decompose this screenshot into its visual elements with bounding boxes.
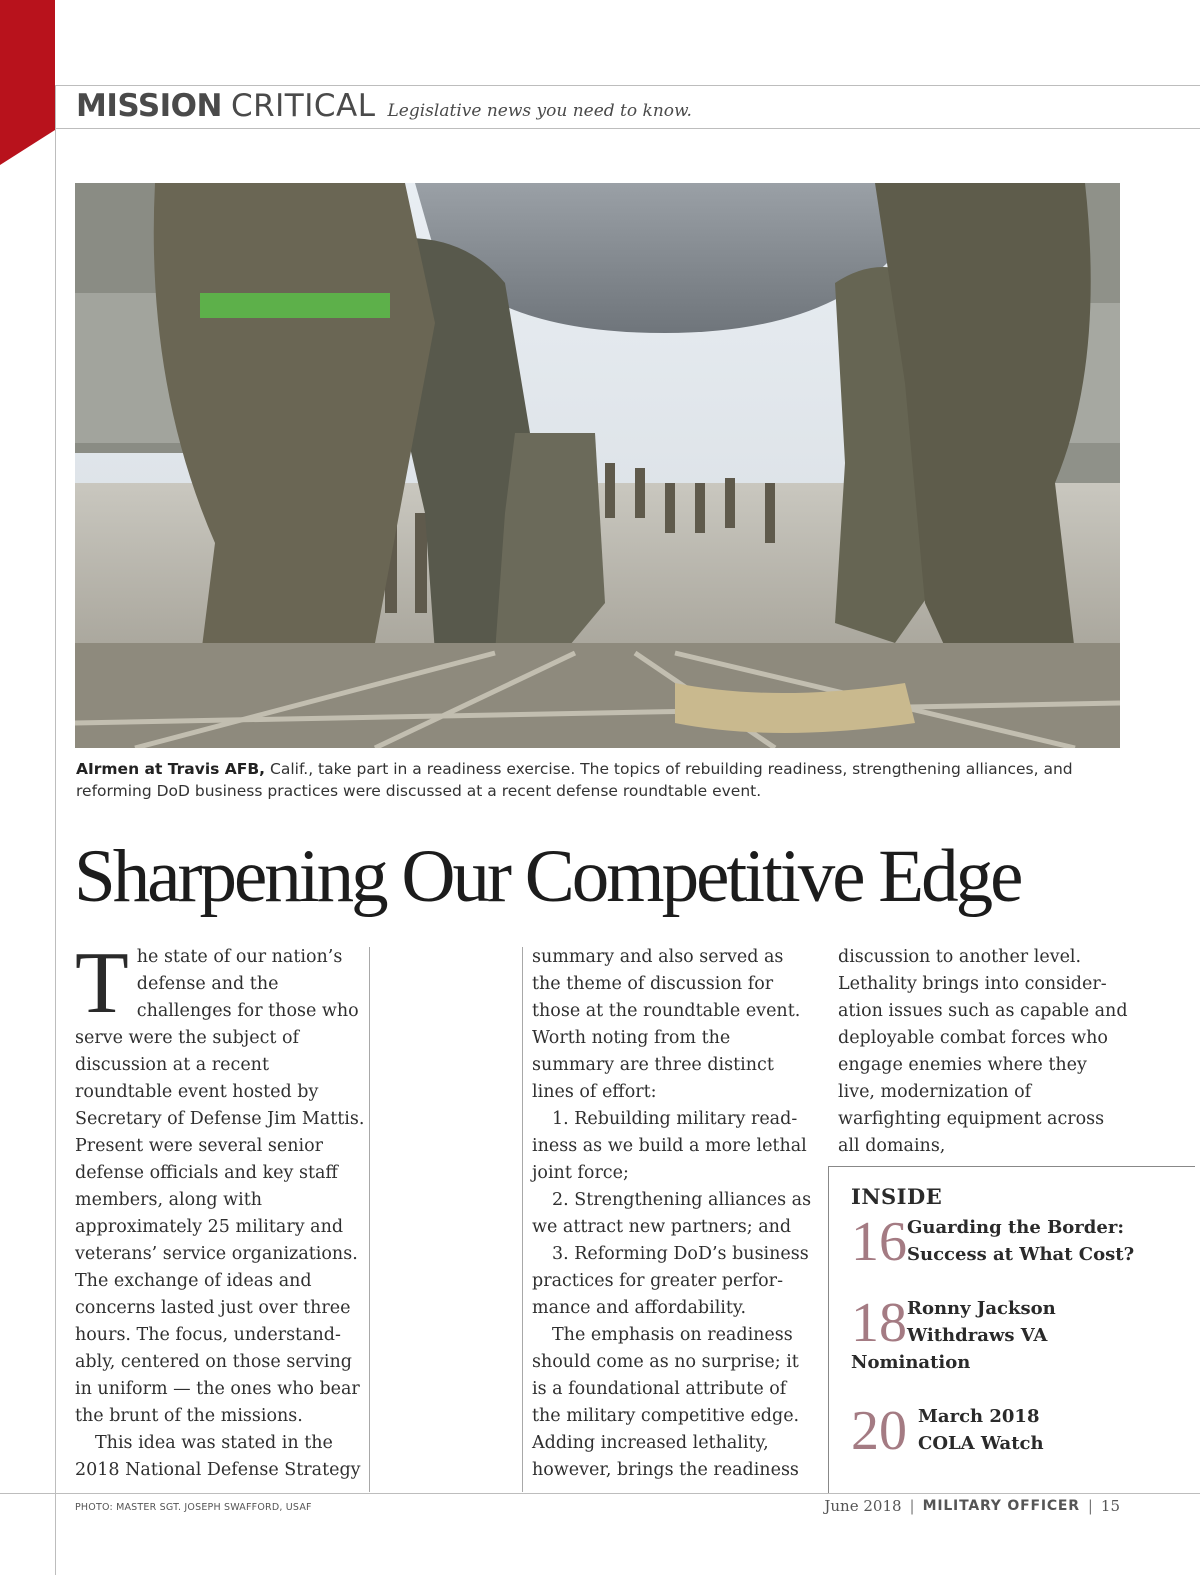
section-title-bold: MISSION bbox=[76, 88, 222, 124]
photo-credit: PHOTO: MASTER SGT. JOSEPH SWAFFORD, USAF bbox=[75, 1502, 312, 1513]
article-photo bbox=[75, 183, 1120, 748]
article-column-1 bbox=[75, 935, 365, 1484]
inside-item-line: COLA Watch bbox=[918, 1433, 1044, 1454]
drop-cap: T bbox=[75, 935, 129, 1032]
footer-separator: | bbox=[909, 1497, 915, 1515]
article-column-3 bbox=[838, 944, 1128, 1160]
article-headline: Sharpening Our Competitive Edge bbox=[74, 835, 1021, 918]
body-paragraph bbox=[75, 935, 365, 1430]
magazine-name: MILITARY OFFICER bbox=[922, 1498, 1080, 1514]
inside-page-number: 20 bbox=[851, 1400, 907, 1462]
section-title-light: CRITICAL bbox=[230, 88, 376, 124]
caption-text: Calif., take part in a readiness exercise. The topics of rebuilding readiness, strengthening alliances, and reforming DoD business practices were discussed at a recent defense roundtable event. bbox=[76, 760, 1073, 800]
section-color-tab bbox=[0, 0, 55, 165]
header-bottom-rule bbox=[55, 128, 1200, 129]
inside-item-line: Guarding the Border: bbox=[907, 1217, 1124, 1238]
effort-item-1: 1. Rebuilding military readiness as we build a more lethal joint force; bbox=[532, 1109, 807, 1183]
paragraph-text: he state of our nation’s defense and the challenges for those who serve were the subject of discussion at a recent roundtable event hosted by Secretary of Defense Jim Mattis. Present were several senior defense officials and key staff members, along with approximately 25 military and veterans’ service organizations. The exchange of ideas and concerns lasted just over three hours. The focus, understandably, centered on those serving in uniform — the ones who bear the brunt of the missions. bbox=[75, 947, 365, 1426]
inside-page-number: 18 bbox=[851, 1292, 907, 1354]
inside-page-number: 16 bbox=[851, 1211, 907, 1273]
body-paragraph: summary and also served as the theme of discussion for those at the roundtable event. Worth noting from the summary are three distinct lines of effort: bbox=[532, 947, 801, 1102]
photo-caption bbox=[76, 758, 1116, 802]
inside-item-line: Success at What Cost? bbox=[907, 1244, 1135, 1265]
header-top-rule bbox=[55, 85, 1200, 86]
footer-rule bbox=[0, 1493, 1200, 1494]
section-header bbox=[76, 88, 692, 128]
issue-date: June 2018 bbox=[824, 1497, 902, 1515]
inside-item-line: Ronny Jackson bbox=[907, 1298, 1056, 1319]
body-paragraph: discussion to another level. Lethality brings into consideration issues such as capable and deployable combat forces who engage enemies where they live, modernization of warfighting equipment across all domains, bbox=[838, 947, 1128, 1156]
inside-item-line: March 2018 bbox=[918, 1406, 1040, 1427]
caption-lead: AIrmen at Travis AFB, bbox=[76, 760, 266, 778]
page-number: 15 bbox=[1100, 1497, 1120, 1515]
effort-item-3: 3. Reforming DoD’s business practices for greater performance and affordability. bbox=[532, 1244, 809, 1318]
column-rule-1 bbox=[369, 947, 370, 1492]
article-column-2 bbox=[532, 944, 817, 1484]
body-paragraph: The emphasis on readiness should come as no surprise; it is a foundational attribute of the military competitive edge. Adding increased lethality, however, brings the readiness bbox=[532, 1325, 800, 1480]
page-margin-rule bbox=[55, 85, 56, 1575]
inside-title: INSIDE bbox=[851, 1184, 943, 1209]
footer-separator: | bbox=[1087, 1497, 1093, 1515]
inside-item-line: Nomination bbox=[851, 1352, 971, 1373]
inside-item-line: Withdraws VA bbox=[907, 1325, 1048, 1346]
column-rule-2 bbox=[522, 947, 523, 1492]
airmen-boarding-aircraft-image bbox=[75, 183, 1120, 748]
section-tagline: Legislative news you need to know. bbox=[387, 101, 692, 121]
body-paragraph: This idea was stated in the 2018 National Defense Strategy bbox=[75, 1433, 361, 1480]
page-footer bbox=[824, 1497, 1120, 1515]
effort-item-2: 2. Strengthening alliances as we attract new partners; and bbox=[532, 1190, 812, 1237]
